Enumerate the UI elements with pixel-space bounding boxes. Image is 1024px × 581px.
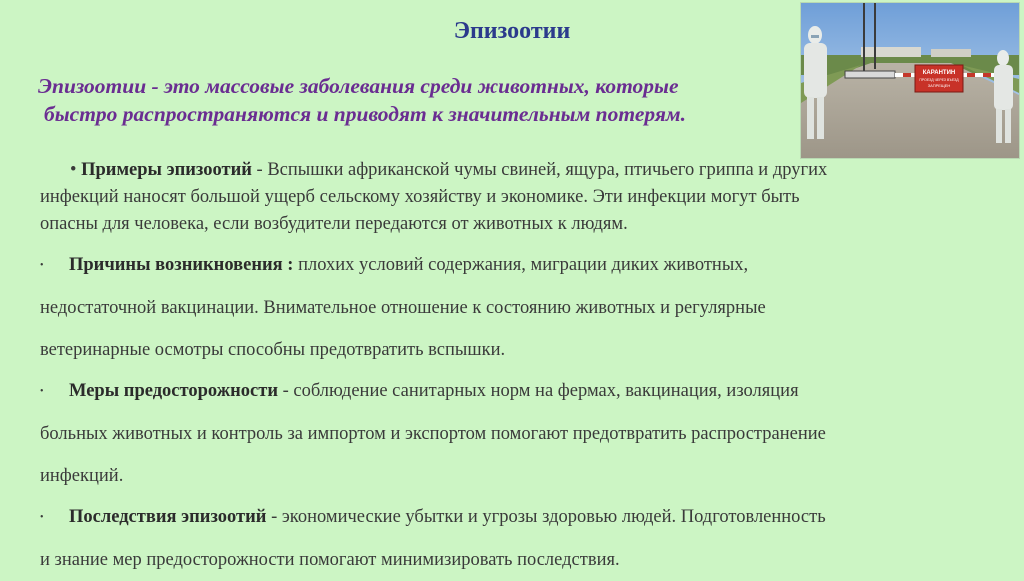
precautions-item xyxy=(40,370,990,497)
examples-bullet: • xyxy=(70,160,77,180)
definition xyxy=(38,72,818,128)
causes-text-2: недостаточной вакцинации. Внимательное отношение к состоянию животных и регулярные xyxy=(40,297,766,318)
consequences-item xyxy=(40,496,990,581)
causes-text-1: плохих условий содержания, миграции диких животных, xyxy=(293,255,749,275)
causes-text-3: ветеринарные осмотры способны предотвратить вспышки. xyxy=(40,339,506,360)
sign-line-2: ЗАПРЕЩЕН xyxy=(927,83,951,88)
causes-item xyxy=(40,244,990,371)
definition-line-2: быстро распространяются и приводят к значительным потерям. xyxy=(44,102,687,126)
examples-text-2: инфекций наносят большой ущерб сельскому хозяйству и экономике. Эти инфекции могут быть xyxy=(40,187,800,207)
examples-text-1: Вспышки африканской чумы свиней, ящура, птичьего гриппа и других xyxy=(267,160,828,180)
quarantine-photo-image xyxy=(801,3,1019,158)
examples-text-3: опасны для человека, если возбудители передаются от животных к людям. xyxy=(40,214,628,234)
precautions-text-2: больных животных и контроль за импортом и экспортом помогают предотвратить распространение xyxy=(40,423,826,444)
slide-title: Эпизоотии xyxy=(453,18,571,44)
examples-separator: - xyxy=(251,160,268,180)
definition-line-1: Эпизоотии - это массовые заболевания среди животных, которые xyxy=(38,74,679,98)
consequences-text-1: - экономические убытки и угрозы здоровью людей. Подготовленность xyxy=(266,507,826,527)
quarantine-photo xyxy=(800,2,1020,159)
causes-bullet: • xyxy=(40,259,44,271)
consequences-bullet: • xyxy=(40,511,44,523)
consequences-text-2: и знание мер предосторожности помогают минимизировать последствия. xyxy=(40,549,620,570)
precautions-bullet: • xyxy=(40,385,44,397)
consequences-term: Последствия эпизоотий xyxy=(69,507,267,527)
precautions-text-3: инфекций. xyxy=(40,465,124,486)
precautions-term: Меры предосторожности xyxy=(69,381,278,401)
examples-term: Примеры эпизоотий xyxy=(81,160,252,180)
precautions-text-1: - соблюдение санитарных норм на фермах, вакцинация, изоляция xyxy=(277,381,799,401)
sign-line-1: ПРОЕЗД ЧЕРЕЗ ВЪЕЗД xyxy=(919,78,959,82)
examples-paragraph xyxy=(40,157,980,238)
sign-title: КАРАНТИН xyxy=(922,70,956,76)
causes-term: Причины возникновения : xyxy=(69,255,294,275)
